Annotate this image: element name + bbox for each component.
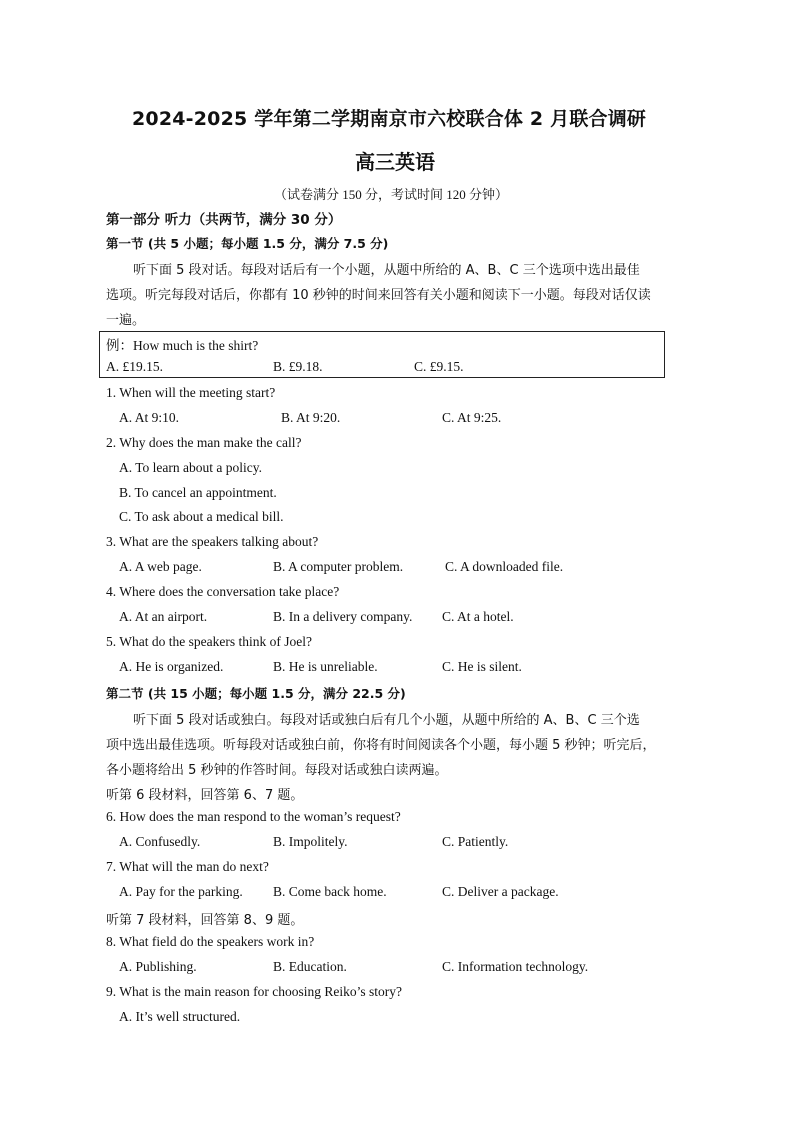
option-c: C. At 9:25.: [442, 410, 502, 425]
question-stem: 2. Why does the man make the call?: [106, 435, 302, 450]
example-option-b: B. £9.18.: [273, 359, 323, 374]
question-stem: 6. How does the man respond to the woman’s request?: [106, 809, 401, 824]
section1-instruction-line: 选项。听完每段对话后，你都有 10 秒钟的时间来回答有关小题和阅读下一小题。每段对话仅读: [106, 288, 651, 303]
option-c: C. He is silent.: [442, 659, 522, 674]
question-stem: 3. What are the speakers talking about?: [106, 534, 319, 549]
question-stem: 9. What is the main reason for choosing Reiko’s story?: [106, 984, 402, 999]
option-a: A. Confusedly.: [119, 834, 201, 849]
exam-title: 2024-2025 学年第二学期南京市六校联合体 2 月联合调研: [132, 108, 647, 130]
section1-heading: 第一节 (共 5 小题；每小题 1.5 分，满分 7.5 分): [106, 236, 389, 251]
part1-heading: 第一部分 听力（共两节，满分 30 分）: [106, 212, 342, 228]
section2-instruction-line: 项中选出最佳选项。听每段对话或独白前，你将有时间阅读各个小题，每小题 5 秒钟；听完后，: [106, 738, 656, 753]
option-c: C. At a hotel.: [442, 609, 514, 624]
option-a: A. At 9:10.: [119, 410, 180, 425]
option-c: C. Deliver a package.: [442, 884, 559, 899]
option-b: B. Education.: [273, 959, 347, 974]
option-a: A. To learn about a policy.: [119, 460, 263, 475]
option-a: A. A web page.: [119, 559, 202, 574]
option-c: C. Patiently.: [442, 834, 509, 849]
exam-note: （试卷满分 150 分，考试时间 120 分钟）: [274, 187, 509, 202]
subject-title: 高三英语: [355, 150, 435, 174]
example-question: 例：How much is the shirt?: [106, 338, 259, 353]
question-stem: 4. Where does the conversation take place?: [106, 584, 340, 599]
option-b: B. At 9:20.: [281, 410, 341, 425]
option-a: A. At an airport.: [119, 609, 208, 624]
question-stem: 5. What do the speakers think of Joel?: [106, 634, 312, 649]
material-7-note: 听第 7 段材料，回答第 8、9 题。: [106, 913, 304, 928]
option-a: A. He is organized.: [119, 659, 224, 674]
option-a: A. It’s well structured.: [119, 1009, 241, 1024]
option-c: C. Information technology.: [442, 959, 589, 974]
section2-instruction-line: 听下面 5 段对话或独白。每段对话或独白后有几个小题，从题中所给的 A、B、C 三个选: [133, 713, 640, 728]
option-b: B. He is unreliable.: [273, 659, 378, 674]
material-6-note: 听第 6 段材料，回答第 6、7 题。: [106, 788, 304, 803]
option-c: C. To ask about a medical bill.: [119, 509, 284, 524]
option-a: A. Publishing.: [119, 959, 197, 974]
option-c: C. A downloaded file.: [445, 559, 564, 574]
example-option-a: A. £19.15.: [106, 359, 163, 374]
section1-instruction-line: 听下面 5 段对话。每段对话后有一个小题，从题中所给的 A、B、C 三个选项中选出最佳: [133, 263, 640, 278]
section2-instruction-line: 各小题将给出 5 秒钟的作答时间。每段对话或独白读两遍。: [106, 763, 448, 778]
option-a: A. Pay for the parking.: [119, 884, 243, 899]
question-stem: 1. When will the meeting start?: [106, 385, 276, 400]
option-b: B. Impolitely.: [273, 834, 348, 849]
question-stem: 7. What will the man do next?: [106, 859, 269, 874]
section2-heading: 第二节 (共 15 小题；每小题 1.5 分，满分 22.5 分): [106, 686, 406, 701]
option-b: B. In a delivery company.: [273, 609, 413, 624]
section1-instruction-line: 一遍。: [106, 313, 146, 328]
example-option-c: C. £9.15.: [414, 359, 464, 374]
question-stem: 8. What field do the speakers work in?: [106, 934, 315, 949]
option-b: B. To cancel an appointment.: [119, 485, 277, 500]
option-b: B. Come back home.: [273, 884, 387, 899]
option-b: B. A computer problem.: [273, 559, 404, 574]
